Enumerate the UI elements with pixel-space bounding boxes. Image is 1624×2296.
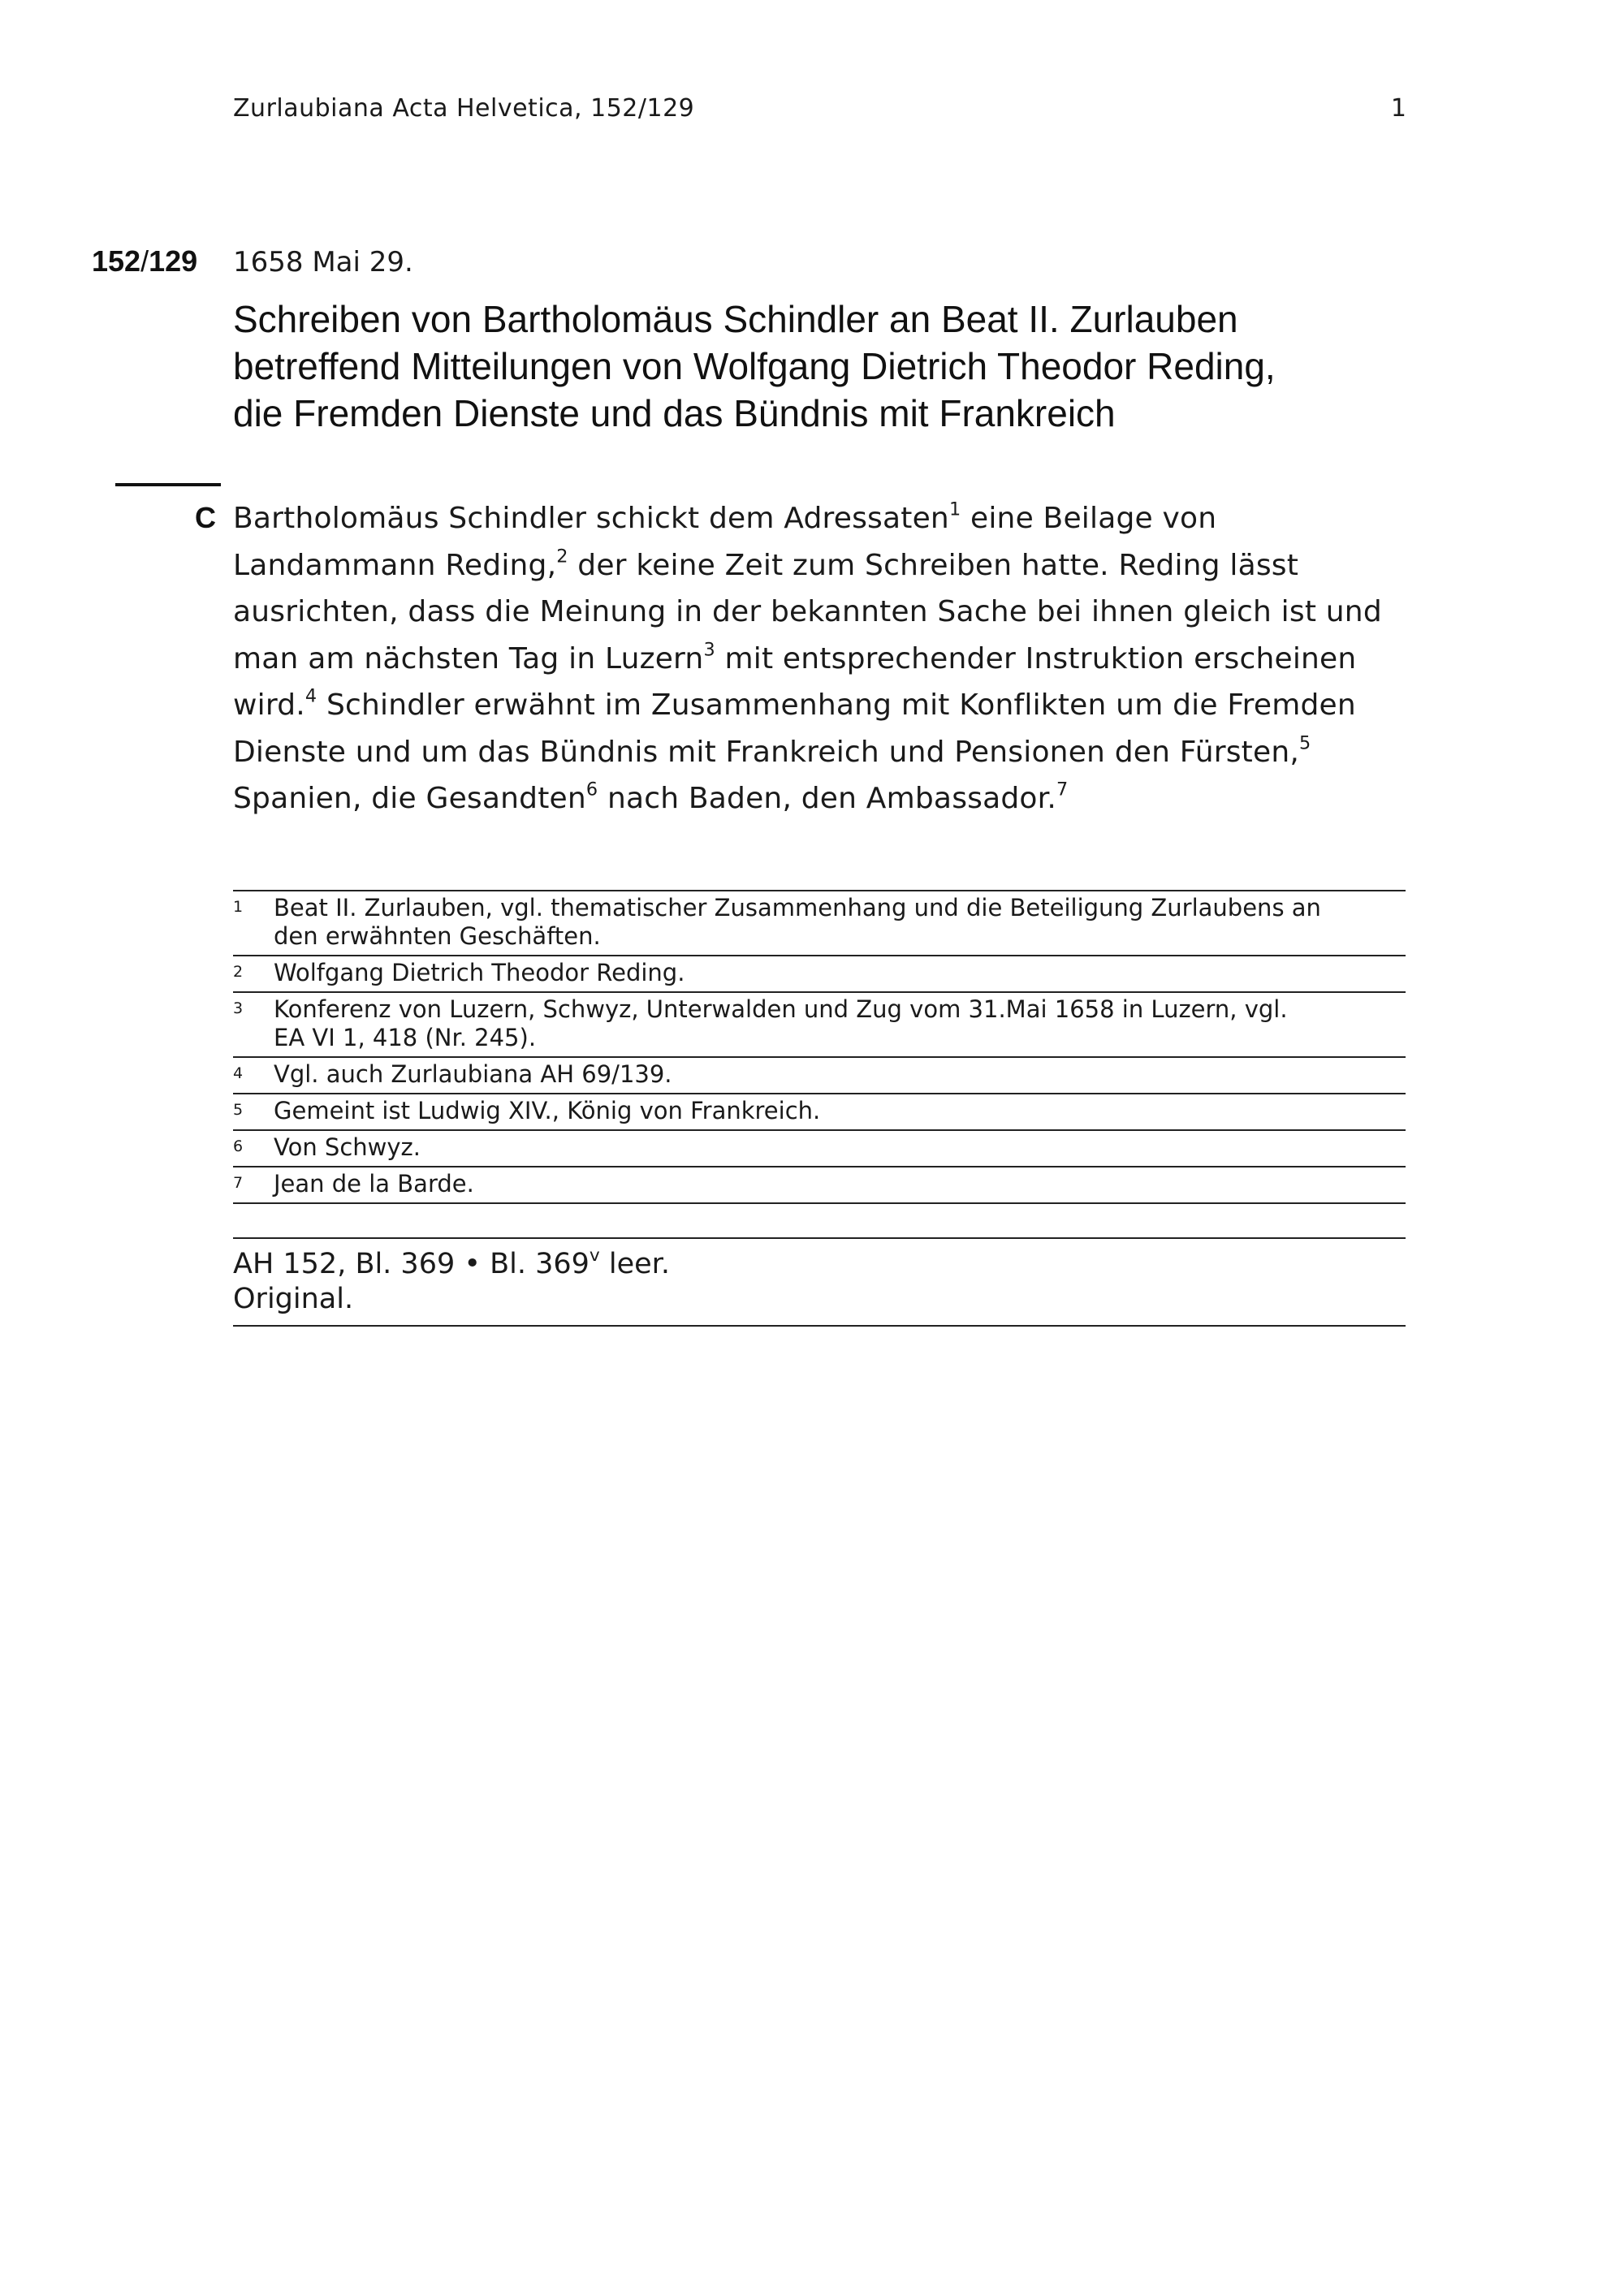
number-separator: / [140,244,149,278]
footnote-5 [233,1094,1406,1131]
document-title [233,296,1419,437]
summary-paragraph [233,495,1419,822]
page-number: 1 [1390,94,1406,123]
footnote-ref: 5 [1299,732,1311,753]
title-line: Schreiben von Bartholomäus Schindler an Beat II. Zurlauben [233,298,1238,340]
footnote-4 [233,1058,1406,1094]
summary-text: eine Beilage von [961,502,1217,535]
document-date: 1658 Mai 29. [233,246,413,278]
footnote-3 [233,993,1406,1058]
summary-line [233,729,1419,776]
footnote-text: Jean de la Barde. [274,1170,474,1198]
summary-text: Schindler erwähnt im Zusammenhang mit Konflikten um die Fremden [317,688,1356,722]
summary-line [233,542,1419,589]
footnote-ref: 6 [585,779,598,801]
footnotes [233,890,1406,1204]
footnote-number: 1 [233,898,244,916]
summary-text: Landammann Reding, [233,548,557,582]
source-line [233,1247,1406,1282]
footnote-text: Vgl. auch Zurlaubiana AH 69/139. [274,1060,672,1088]
item-number: 129 [149,244,198,278]
footnote-text: EA VI 1, 418 (Nr. 245). [274,1024,537,1051]
summary-text: wird. [233,688,305,722]
summary-text: Bartholomäus Schindler schickt dem Adressaten [233,502,949,535]
summary-text: der keine Zeit zum Schreiben hatte. Reding lässt [568,548,1299,582]
source-line: Original. [233,1283,354,1315]
footnote-ref: 2 [556,545,568,567]
title-line: die Fremden Dienste und das Bündnis mit Frankreich [233,392,1116,434]
footnote-2 [233,956,1406,993]
footnote-ref: 1 [948,498,961,520]
footnote-number: 2 [233,963,244,981]
section-divider [115,483,221,486]
title-line: betreffend Mitteilungen von Wolfgang Dietrich Theodor Reding, [233,345,1276,387]
source-text: AH 152, Bl. 369 • Bl. 369 [233,1248,590,1280]
summary-line [233,682,1419,729]
volume-number: 152 [92,244,141,278]
summary-text: nach Baden, den Ambassador. [598,782,1056,815]
summary-line: ausrichten, dass die Meinung in der bekannten Sache bei ihnen gleich ist und [233,595,1382,628]
footnote-text: Beat II. Zurlauben, vgl. thematischer Zusammenhang und die Beteiligung Zurlaubens an [274,894,1321,921]
footnote-text: Von Schwyz. [274,1133,421,1161]
footnote-number: 4 [233,1064,244,1082]
document-number [92,244,197,278]
summary-line [233,775,1419,822]
summary-text: man am nächsten Tag in Luzern [233,641,704,675]
footnote-ref: 7 [1056,779,1069,801]
footnote-text: Gemeint ist Ludwig XIV., König von Frankreich. [274,1097,821,1124]
verso-mark: v [589,1245,600,1266]
footnote-number: 3 [233,999,244,1017]
footnote-text: Wolfgang Dietrich Theodor Reding. [274,959,685,986]
summary-line [233,636,1419,683]
footnote-number: 7 [233,1174,244,1192]
summary-text: Spanien, die Gesandten [233,782,586,815]
footnote-ref: 4 [304,685,317,707]
footnote-ref: 3 [703,638,715,660]
footnote-7 [233,1167,1406,1204]
footnote-number: 6 [233,1137,244,1155]
footnote-text: Konferenz von Luzern, Schwyz, Unterwalden und Zug vom 31.Mai 1658 in Luzern, vgl. [274,995,1288,1023]
section-marker: C [195,501,216,534]
running-head: Zurlaubiana Acta Helvetica, 152/129 [233,94,695,123]
source-text: leer. [599,1248,670,1280]
summary-line [233,495,1419,542]
footnote-text: den erwähnten Geschäften. [274,922,601,950]
footnote-number: 5 [233,1101,244,1119]
summary-text: mit entsprechender Instruktion erscheinen [715,641,1357,675]
footnote-1 [233,891,1406,956]
footnote-6 [233,1131,1406,1167]
source-citation [233,1237,1406,1327]
summary-text: Dienste und um das Bündnis mit Frankreich und Pensionen den Fürsten, [233,735,1299,769]
